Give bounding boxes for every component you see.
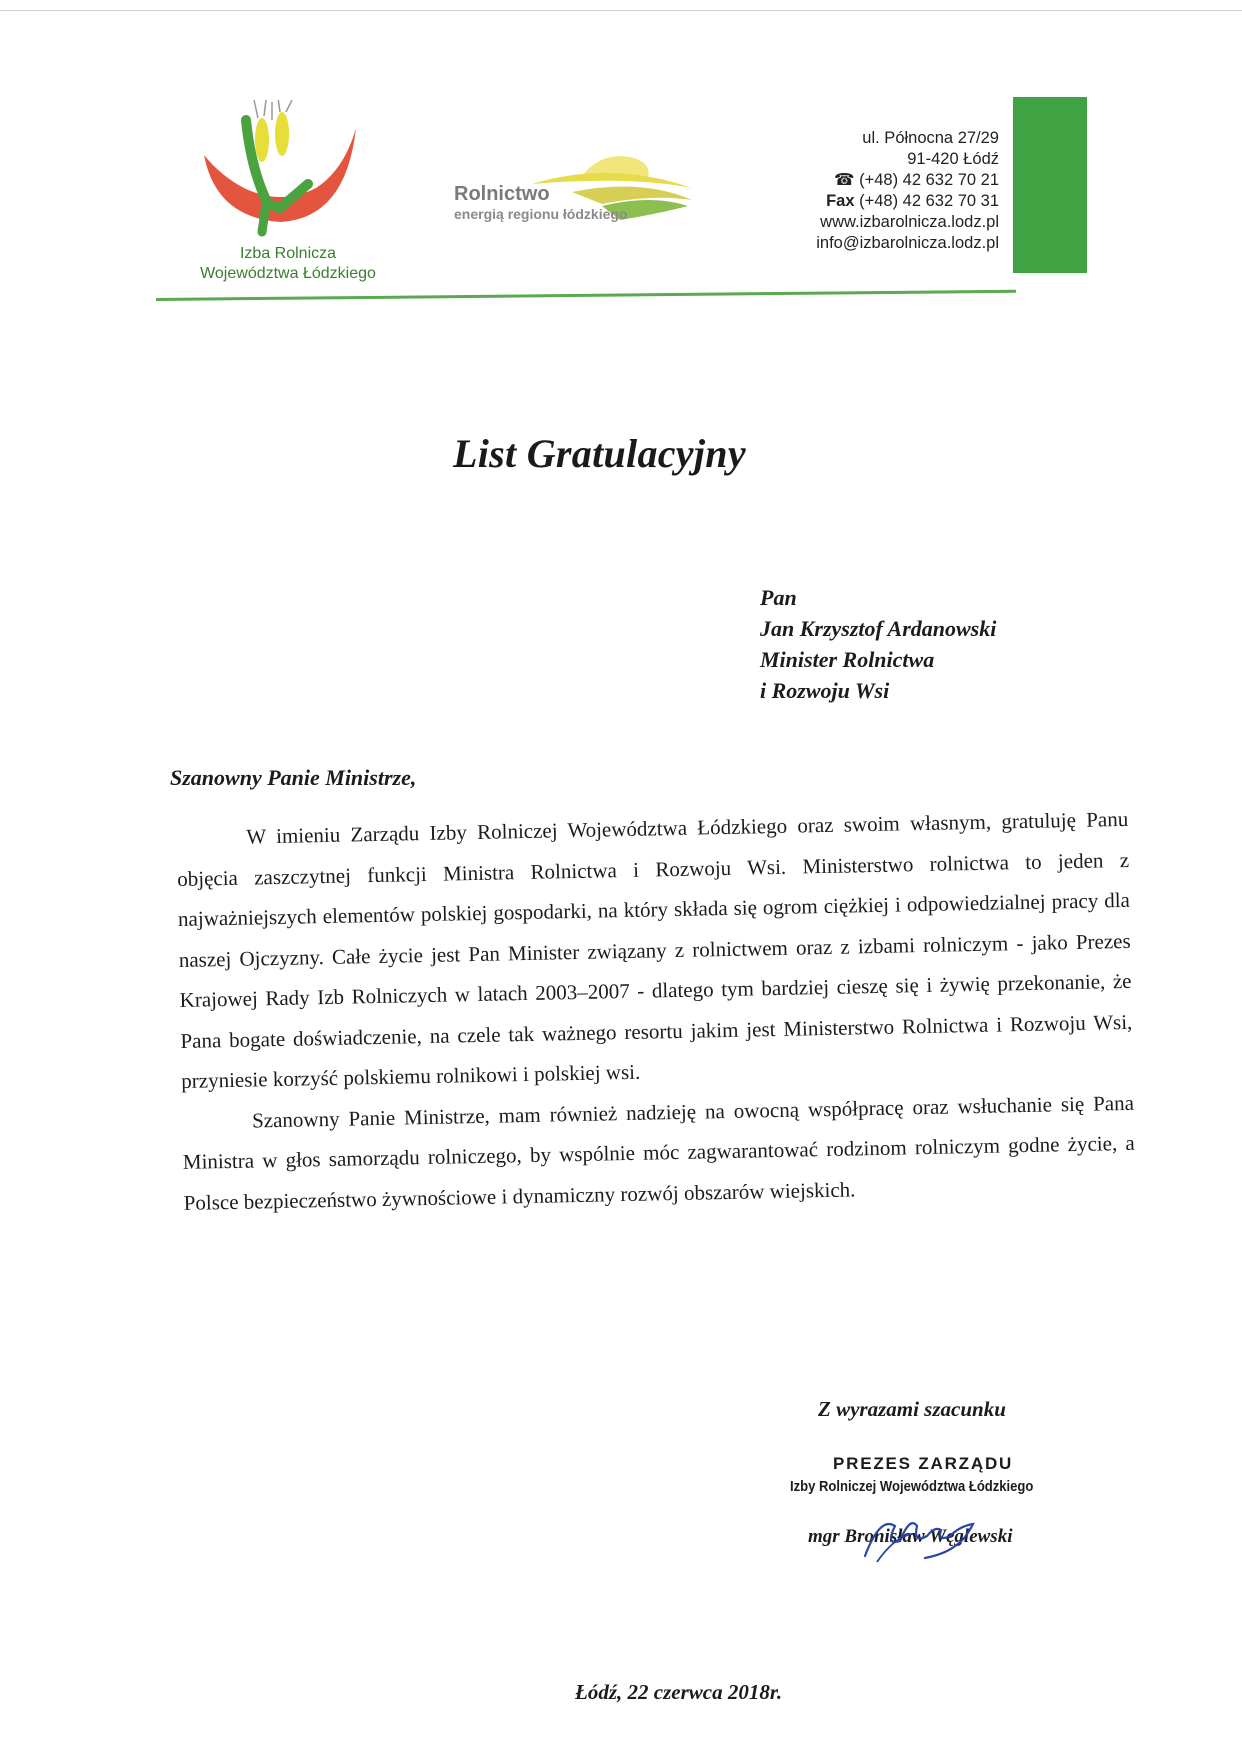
scan-top-edge-line <box>0 10 1242 11</box>
letterhead-divider <box>156 290 1016 301</box>
handwritten-signature <box>855 1496 990 1566</box>
signer-position: PREZES ZARZĄDU <box>833 1454 1014 1473</box>
closing-phrase: Z wyrazami szacunku <box>818 1397 1006 1421</box>
letterhead-green-bar <box>1013 97 1087 273</box>
addressee-line: Jan Krzysztof Ardanowski <box>760 616 997 641</box>
fax-number: (+48) 42 632 70 31 <box>859 192 999 210</box>
salutation: Szanowny Panie Ministrze, <box>170 765 417 790</box>
contact-block <box>816 128 999 254</box>
addressee-block <box>760 582 996 706</box>
street-address: ul. Północna 27/29 <box>862 129 999 147</box>
postal-city: 91-420 Łódź <box>907 150 999 168</box>
fax-line <box>816 191 999 212</box>
body-paragraph: Szanowny Panie Ministrze, mam również nadzieję na owocną współpracę oraz wsłuchanie się Pana Ministra w głos samorządu rolniczego, by wspólnie móc zagwarantować rodzinom rolniczym godne życie, a Polsce bezpieczeństwo żywnościowe i dynamiczny rozwój obszarów wiejskich. <box>182 1090 1135 1215</box>
website: www.izbarolnicza.lodz.pl <box>820 213 999 231</box>
phone-number: (+48) 42 632 70 21 <box>859 171 999 189</box>
addressee-line: Pan <box>760 585 797 610</box>
campaign-title: Rolnictwo <box>454 183 550 205</box>
body-paragraph: W imieniu Zarządu Izby Rolniczej Województwa Łódzkiego oraz swoim własnym, gratuluję Panu objęcia zaszczytnej funkcji Ministra Rolnictwa i Rozwoju Wsi. Ministerstwo rolnictwa to jeden z najważniejszych elementów polskiej gospodarki, na który składa się ogrom ciężkiej i odpowiedzialnej pracy dla naszej Ojczyzny. Całe życie jest Pan Minister związany z rolnictwem oraz z izbami rolniczym - jako Prezes Krajowej Rady Izb Rolniczych w latach 2003–2007 - dlatego tym bardziej cieszę się i żywię przekonanie, że Pana bogate doświadczenie, na czele tak ważnego resortu jakim jest Ministerstwo Rolnictwa i Rozwoju Wsi, przyniesie korzyść polskiemu rolnikowi i polskiej wsi. <box>176 806 1133 1093</box>
fax-label: Fax <box>826 192 855 210</box>
signer-organization: Izby Rolniczej Województwa Łódzkiego <box>790 1479 1034 1495</box>
izba-logo-caption: Izba Rolnicza Województwa Łódzkiego <box>200 245 376 282</box>
email: info@izbarolnicza.lodz.pl <box>816 234 999 252</box>
izba-rolnicza-logo <box>196 100 366 240</box>
campaign-subtitle: energią regionu łódzkiego <box>454 206 628 222</box>
addressee-line: i Rozwoju Wsi <box>760 678 890 703</box>
signer-name: mgr Bronisław Węglewski <box>808 1526 1013 1547</box>
phone-line <box>816 170 999 191</box>
letter-body <box>176 799 1136 1223</box>
addressee-line: Minister Rolnictwa <box>760 647 935 672</box>
document-title: List Gratulacyjny <box>453 431 746 476</box>
place-and-date: Łódź, 22 czerwca 2018r. <box>575 1680 783 1704</box>
telephone-icon: ☎ <box>833 171 855 189</box>
